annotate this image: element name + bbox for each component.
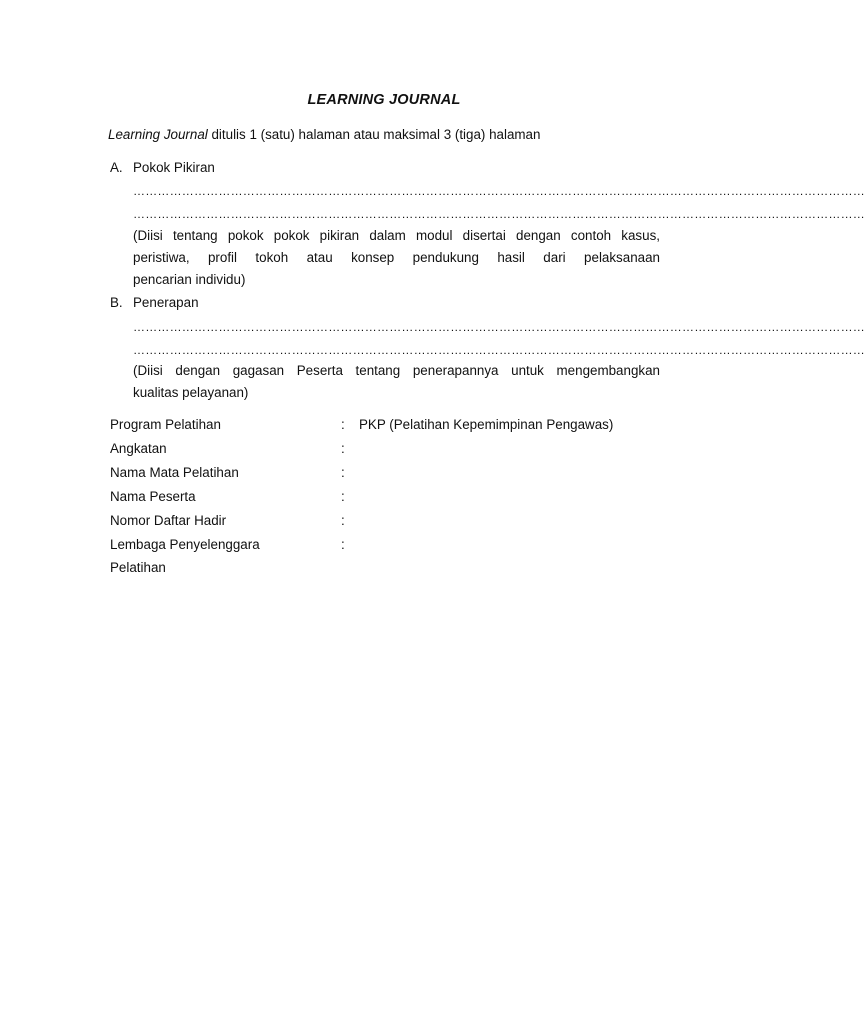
- section-b-dotted-line-1: ………………………………………………………………………………………………………………………………………………………………: [133, 320, 865, 334]
- form-label: Nama Mata Pelatihan: [110, 465, 239, 480]
- section-a-dotted-line-1: ………………………………………………………………………………………………………………………………………………………………: [133, 184, 865, 198]
- form-row-nama-peserta: [110, 489, 670, 509]
- form-colon: :: [341, 417, 345, 432]
- form-colon: :: [341, 513, 345, 528]
- section-b-note-line-2: kualitas pelayanan): [133, 385, 249, 400]
- form-label: Nomor Daftar Hadir: [110, 513, 227, 528]
- form-row-lembaga-penyelenggara: [110, 537, 670, 557]
- section-a-heading: [110, 160, 215, 175]
- form-row-program-pelatihan: [110, 417, 670, 437]
- form-label: Nama Peserta: [110, 489, 196, 504]
- form-row-label-continuation: [110, 560, 670, 580]
- section-b-note-line-1: (Diisi dengan gagasan Peserta tentang penerapannya untuk mengembangkan: [133, 363, 660, 378]
- form-colon: :: [341, 465, 345, 480]
- form-colon: :: [341, 441, 345, 456]
- form-label: Angkatan: [110, 441, 167, 456]
- form-colon: :: [341, 537, 345, 552]
- form-label-continuation: Pelatihan: [110, 560, 166, 575]
- section-a-note-line-3: pencarian individu): [133, 272, 246, 287]
- section-a-dotted-line-2: ………………………………………………………………………………………………………………………………………………………………: [133, 207, 865, 221]
- section-a-note-line-1: (Diisi tentang pokok pokok pikiran dalam modul disertai dengan contoh kasus,: [133, 228, 660, 243]
- intro-text: ditulis 1 (satu) halaman atau maksimal 3 (tiga) halaman: [207, 127, 541, 142]
- section-a-title: Pokok Pikiran: [133, 160, 215, 175]
- form-row-nomor-daftar-hadir: [110, 513, 670, 533]
- section-a-letter: A.: [110, 160, 123, 175]
- section-a-note-line-2: peristiwa, profil tokoh atau konsep pendukung hasil dari pelaksanaan: [133, 250, 660, 265]
- document-title: LEARNING JOURNAL: [307, 92, 461, 108]
- section-b-letter: B.: [110, 295, 123, 310]
- form-value: PKP (Pelatihan Kepemimpinan Pengawas): [359, 417, 614, 432]
- section-b-heading: [110, 295, 199, 310]
- section-b-dotted-line-2: ………………………………………………………………………………………………………………………………………………………………: [133, 343, 865, 357]
- section-a-note: [133, 225, 660, 291]
- intro-italic-text: Learning Journal: [108, 127, 208, 142]
- section-b-note: [133, 360, 660, 404]
- form-label: Lembaga Penyelenggara: [110, 537, 260, 552]
- form-row-nama-mata-pelatihan: [110, 465, 670, 485]
- intro-paragraph: [108, 127, 540, 142]
- section-b-title: Penerapan: [133, 295, 199, 310]
- form-colon: :: [341, 489, 345, 504]
- form-label: Program Pelatihan: [110, 417, 221, 432]
- form-row-angkatan: [110, 441, 670, 461]
